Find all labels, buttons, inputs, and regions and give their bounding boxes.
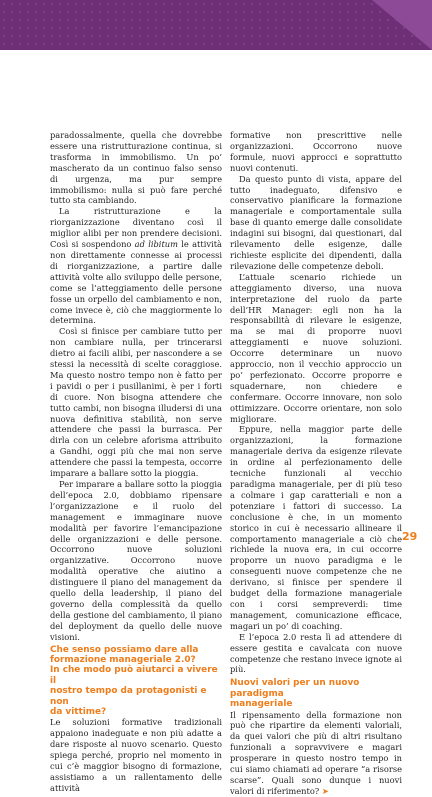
heading-line: manageriale (230, 699, 293, 710)
paragraph: Eppure, nella maggior parte delle organizzazioni, la formazione manageriale deriva da esigenze rilevate in ordine al perfezionamento delle tecniche funzionali al vecchio paradigma manageriale, per di più teso a colmare i gap caratteriali e non a potenziare i fattori di successo. La conclusione è che, in un momento storico in cui è necessario allineare il comportamento manageriale a ciò che richiede la nuova era, in cui occorre proporre un nuovo paradigma e le conseguenti nuove competenze che ne derivano, si finisce per spendere il budget della formazione manageriale con i corsi sempreverdi: time management, comunicazione efficace, magari un po’ di coaching. (230, 424, 402, 631)
italic-span: ad libitum (134, 239, 179, 250)
paragraph: Così si finisce per cambiare tutto per non cambiare nulla, per trincerarsi dietro ai facili alibi, per nascondere a se stessi la necessità di scelte coraggiose. Ma questo nostro tempo non è fatto per i pavidi o per i pusillanimi, è per i forti di cuore. Non bisogna attendere che tutto cambi, non bisogna illudersi di una nuova definitiva stabilità, non serve attendere che passi la burrasca. Per dirla con un celebre aforisma attribuito a Gandhi, oggi più che mai non serve attendere che passi la tempesta, occorre imparare a ballare sotto la pioggia. (50, 326, 222, 479)
heading-line: In che modo può aiutarci a vivere il (50, 665, 218, 686)
paragraph: paradossalmente, quella che dovrebbe essere una ristrutturazione continua, si trasforma in immobilismo. Un po’ mascherato da un continuo falso senso di urgenza, ma pur sempre immobilismo: nulla si può fare perché tutto sta cambiando. (50, 130, 222, 206)
heading-line: Che senso possiamo dare alla (50, 644, 199, 655)
text-span: Il ripensamento della formazione non può che ripartire da elementi valoriali, da quei valori che più di altri risultano funzionali a sopravvivere e magari prosperare in questo nostro tempo in cui siamo chiamati ad operare “a risorse scarse”. Quali sono dunque i nuovi valori di riferimento? (230, 709, 402, 796)
left-column (50, 130, 222, 794)
text-span: La ristrutturazione e la riorganizzazione diventano così il miglior alibi per non prendere decisioni. Così si sospendono (50, 206, 222, 250)
heading-line: nostro tempo da protagonisti e non (50, 686, 207, 707)
section-heading (50, 645, 222, 718)
paragraph (230, 710, 402, 797)
paragraph: E l’epoca 2.0 resta lì ad attendere di essere gestita e cavalcata con nuove competenze che restano invece ignote ai più. (230, 631, 402, 675)
header-pattern (0, 0, 432, 50)
header-band (0, 0, 432, 50)
paragraph: Per imparare a ballare sotto la pioggia dell’epoca 2.0, dobbiamo ripensare l’organizzazione e il ruolo del management e immaginare nuove modalità per favorire l’emancipazione delle organizzazioni e delle persone. Occorrono nuove soluzioni organizzative. Occorrono nuove modalità operative che aiutino a distinguere il piano del management da quello della leadership, il piano del governo della complessità da quello della gestione del cambiamento, il piano del deployment da quello delle nuove visioni. (50, 479, 222, 642)
header-corner-accent (372, 0, 432, 50)
paragraph: L’attuale scenario richiede un atteggiamento diverso, una nuova interpretazione del ruolo da parte dell’HR Manager: egli non ha la responsabilità di rilevare le esigenze, ma se mai di proporre nuovi atteggiamenti e nuove soluzioni. Occorre determinare un nuovo approccio, non il vecchio approccio un po’ perfezionato. Occorre proporre e squadernare, non chiedere e confermare. Occorre innovare, non solo ottimizzare. Occorre orientare, non solo migliorare. (230, 271, 402, 424)
section-heading (230, 678, 402, 709)
heading-line: Nuovi valori per un nuovo paradigma (230, 678, 360, 699)
text-span: le attività non direttamente connesse ai processi di riorganizzazione, a partire dalle attività volte allo sviluppo delle persone, come se l’atteggiamento delle persone fosse un orpello del cambiamento e non, come invece è, ciò che maggiormente lo determina. (50, 239, 222, 326)
heading-line: da vittime? (50, 707, 107, 718)
page-number: 29 (402, 530, 418, 543)
continue-arrow-icon: ➤ (321, 785, 329, 796)
heading-line: formazione manageriale 2.0? (50, 655, 196, 665)
paragraph: Da questo punto di vista, appare del tutto inadeguato, difensivo e conservativo pianificare la formazione manageriale e comportamentale sulla base di quanto emerge dalle consolidate indagini sui bisogni, dai questionari, dal rilevamento delle esigenze, dalle richieste esplicite dei dipendenti, dalla rilevazione delle competenze deboli. (230, 173, 402, 271)
paragraph: formative non prescrittive nelle organizzazioni. Occorrono nuove formule, nuovi approcci e soprattutto nuovi contenuti. (230, 130, 402, 173)
paragraph (50, 206, 222, 326)
paragraph: Le soluzioni formative tradizionali appaiono inadeguate e non più adatte a dare risposte al nuovo scenario. Questo spiega perché, proprio nel momento in cui c’è maggior bisogno di formazione, assistiamo a un rallentamento delle attività (50, 717, 222, 793)
right-column (230, 130, 402, 797)
